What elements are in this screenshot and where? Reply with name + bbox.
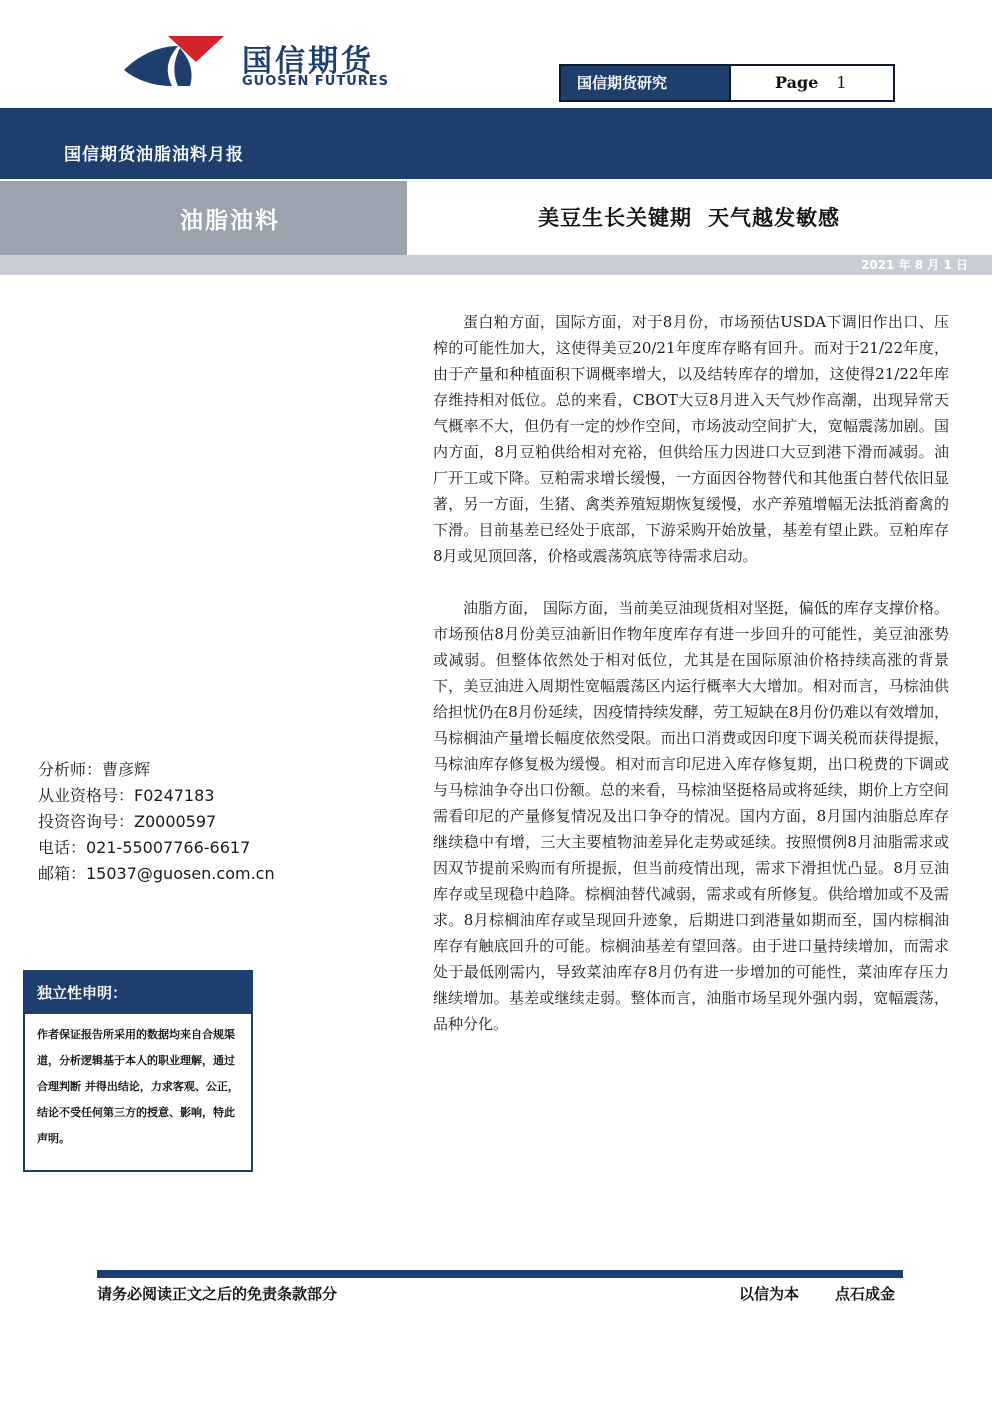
logo-name-en: GUOSEN FUTURES xyxy=(242,74,390,89)
analyst-name: 分析师：曹彦辉 xyxy=(38,760,151,779)
analyst-info xyxy=(38,757,275,887)
headline-part2: 天气越发敏感 xyxy=(708,205,840,230)
headline-part1: 美豆生长关键期 xyxy=(538,205,692,230)
paragraph-oils: 油脂方面， 国际方面，当前美豆油现货相对坚挺，偏低的库存支撑价格。市场预估8月份美豆油新旧作物年度库存有进一步回升的可能性，美豆油涨势或减弱。但整体依然处于相对低位，尤其是在国际原油价格持续高涨的背景下，美豆油进入周期性宽幅震荡区内运行概率大大增加。相对而言，马棕油供给担忧仍在8月份延续，因疫情持续发酵，劳工短缺在8月份仍难以有效增加，马棕榈油产量增长幅度依然受限。而出口消费或因印度下调关税而获得提振，马棕油库存修复极为缓慢。相对而言印尼进入库存修复期，出口税费的下调或与马棕油争夺出口份额。总的来看，马棕油坚挺格局或将延续，期价上方空间需看印尼的产量修复情况及出口争夺的情况。国内方面，8月国内油脂总库存继续稳中有增，三大主要植物油差异化走势或延续。按照惯例8月油脂需求或因双节提前采购而有所提振，但当前疫情出现，需求下滑担忧凸显。8月豆油库存或呈现稳中趋降。棕榈油替代减弱，需求或有所修复。供给增加或不及需求。8月棕榈油库存或呈现回升迹象，后期进口到港量如期而至，国内棕榈油库存有触底回升的可能。棕榈油基差有望回落。由于进口量持续增加，而需求处于最低刚需内，导致菜油库存8月仍有进一步增加的可能性，菜油库存压力继续增加。基差或继续走弱。整体而言，油脂市场呈现外强内弱，宽幅震荡，品种分化。 xyxy=(433,599,949,1033)
analyst-email: 邮箱：15037@guosen.com.cn xyxy=(38,864,275,883)
independence-statement-box xyxy=(23,970,253,1172)
analyst-license: 从业资格号：F0247183 xyxy=(38,786,215,805)
footer-divider xyxy=(97,1270,903,1278)
company-logo xyxy=(120,32,400,94)
analyst-advisory-number: 投资咨询号：Z0000597 xyxy=(38,812,217,831)
report-date: 2021 年 8 月 1 日 xyxy=(861,258,968,272)
footer-slogan-2: 点石成金 xyxy=(834,1285,895,1303)
page-label: Page xyxy=(775,73,819,92)
headline xyxy=(538,202,840,232)
analyst-phone: 电话：021-55007766-6617 xyxy=(38,838,251,857)
header-box xyxy=(559,64,895,102)
category-label: 油脂油料 xyxy=(180,208,280,234)
logo-name-cn: 国信期货 xyxy=(242,44,374,79)
independence-title: 独立性申明： xyxy=(25,972,251,1014)
research-dept-label: 国信期货研究 xyxy=(561,66,729,100)
paragraph-protein-meal: 蛋白粕方面，国际方面，对于8月份，市场预估USDA下调旧作出口、压榨的可能性加大，这使得美豆20/21年度库存略有回升。而对于21/22年度，由于产量和种植面积下调概率增大，以及结转库存的增加，这使得21/22年库存维持相对低位。总的来看，CBOT大豆8月进入天气炒作高潮，出现异常天气概率不大，但仍有一定的炒作空间，市场波动空间扩大，宽幅震荡加剧。国内方面，8月豆粕供给相对充裕，但供给压力因进口大豆到港下滑而减弱。油厂开工或下降。豆粕需求增长缓慢，一方面因谷物替代和其他蛋白替代依旧显著，另一方面，生猪、禽类养殖短期恢复缓慢，水产养殖增幅无法抵消畜禽的下滑。目前基差已经处于底部，下游采购开始放量，基差有望止跌。豆粕库存8月或见顶回落，价格或震荡筑底等待需求启动。 xyxy=(433,313,949,565)
date-band xyxy=(0,255,992,275)
page-number: 1 xyxy=(836,73,847,92)
body-text xyxy=(433,309,949,1037)
footer-slogan-1: 以信为本 xyxy=(738,1285,799,1303)
independence-text: 作者保证报告所采用的数据均来自合规渠道，分析逻辑基于本人的职业理解，通过合理判断 并得出结论，力求客观、公正，结论不受任何第三方的授意、影响，特此声明。 xyxy=(37,1028,239,1145)
logo-mark-icon xyxy=(120,32,236,90)
report-title: 国信期货油脂油料月报 xyxy=(64,145,244,165)
footer-disclaimer: 请务必阅读正文之后的免责条款部分 xyxy=(97,1285,338,1303)
footer-slogan xyxy=(739,1283,895,1304)
page-indicator xyxy=(729,66,893,100)
